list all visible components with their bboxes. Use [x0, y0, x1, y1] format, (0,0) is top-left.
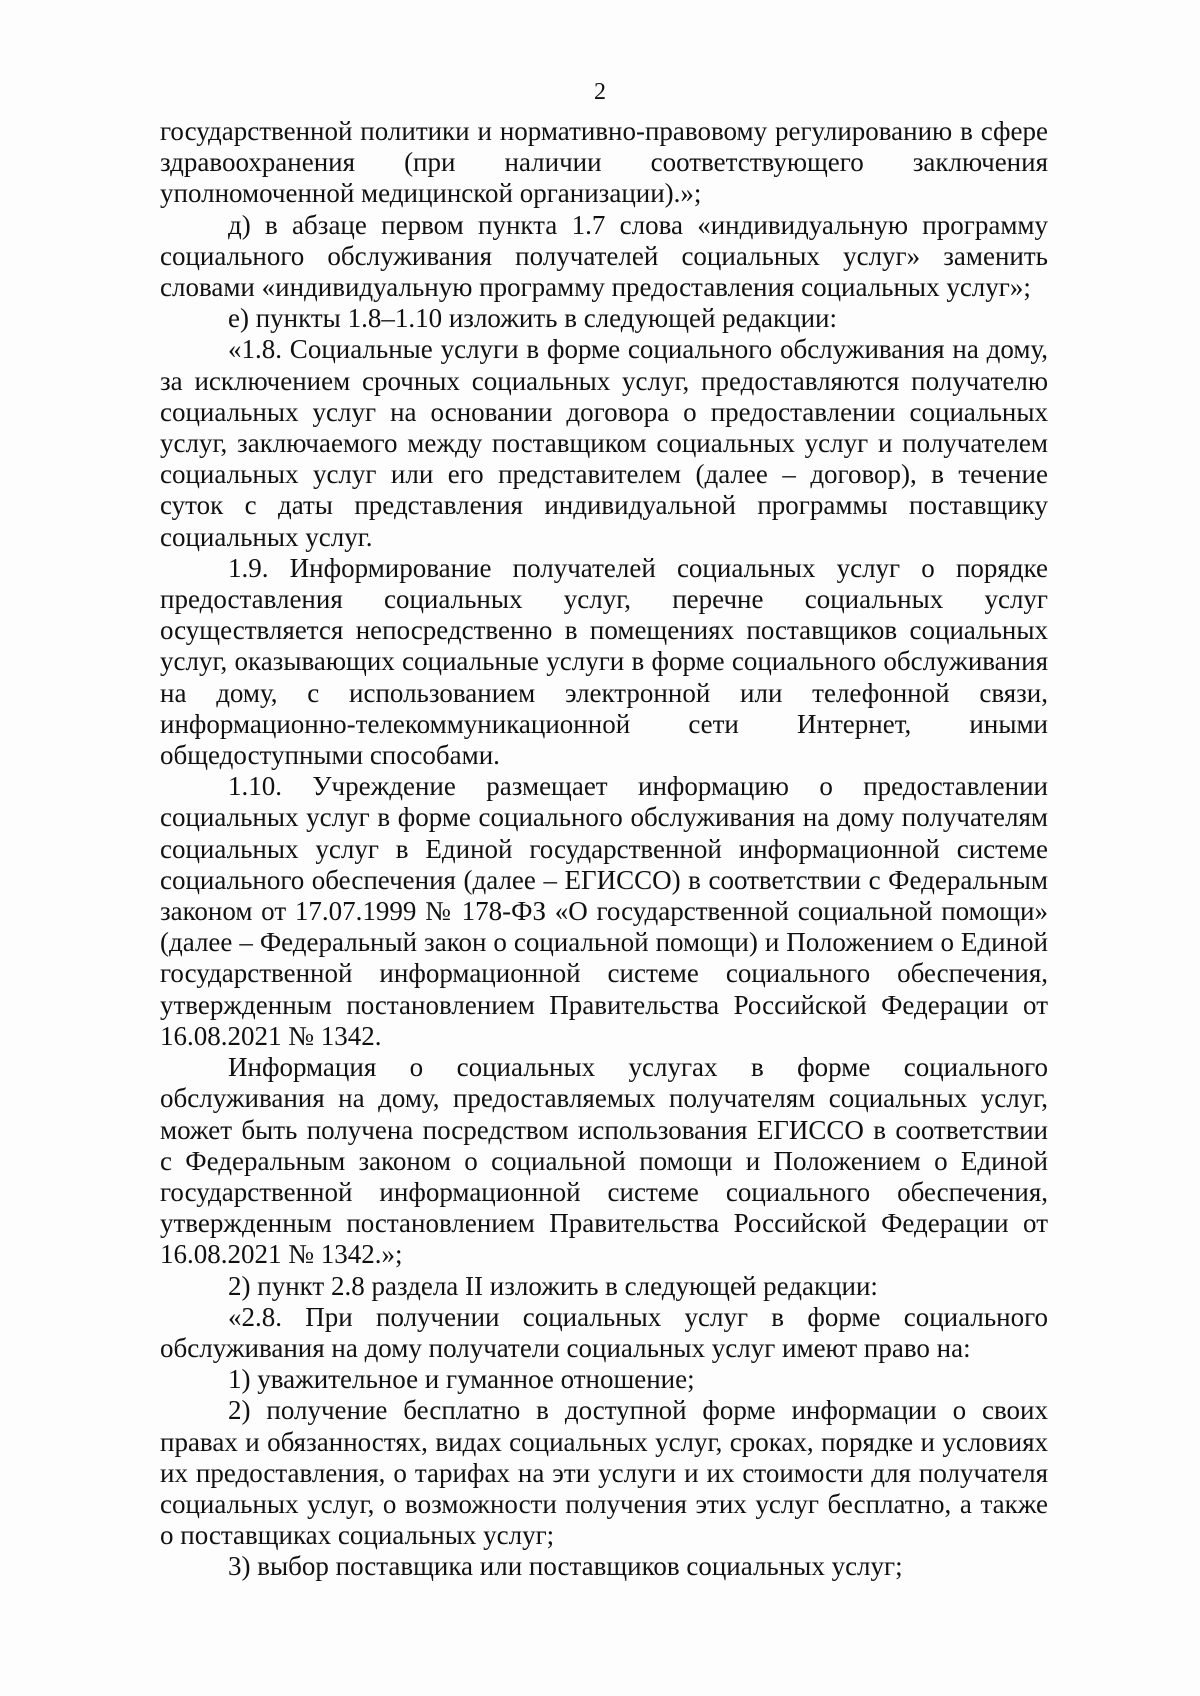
paragraph: «2.8. При получении социальных услуг в форме социального обслуживания на дому получатели социальных услуг имеют право на:: [160, 1301, 1048, 1363]
page-number: 2: [594, 79, 606, 105]
paragraph: 1) уважительное и гуманное отношение;: [228, 1364, 695, 1395]
paragraph: государственной политики и нормативно-правовому регулированию в сфере здравоохранения (при наличии соответствующего заключения уполномоченной медицинской организации).»;: [160, 116, 1048, 209]
paragraph: д) в абзаце первом пункта 1.7 слова «индивидуальную программу социального обслуживания получателей социальных услуг» заменить словами «индивидуальную программу предоставления социальных услуг»;: [160, 209, 1048, 303]
paragraph: «1.8. Социальные услуги в форме социального обслуживания на дому, за исключением срочных социальных услуг, предоставляются получателю социальных услуг на основании договора о предоставлении социальных услуг, заключаемого между поставщиком социальных услуг и получателем социальных услуг или его представителем (далее – договор), в течение суток с даты представления индивидуальной программы поставщику социальных услуг.: [160, 334, 1048, 552]
paragraph: 2) пункт 2.8 раздела II изложить в следующей редакции:: [228, 1270, 878, 1301]
paragraph: Информация о социальных услугах в форме социального обслуживания на дому, предоставляемых получателям социальных услуг, может быть получена посредством использования ЕГИССО в соответствии с Федеральным законом о социальной помощи и Положением о Единой государственной информационной системе социального обеспечения, утвержденным постановлением Правительства Российской Федерации от 16.08.2021 № 1342.»;: [160, 1052, 1048, 1270]
document-body: [160, 116, 1048, 1583]
paragraph: 1.10. Учреждение размещает информацию о предоставлении социальных услуг в форме социального обслуживания на дому получателям социальных услуг в Единой государственной информационной системе социального обеспечения (далее – ЕГИССО) в соответствии с Федеральным законом от 17.07.1999 № 178-ФЗ «О государственной социальной помощи» (далее – Федеральный закон о социальной помощи) и Положением о Единой государственной информационной системе социального обеспечения, утвержденным постановлением Правительства Российской Федерации от 16.08.2021 № 1342.: [160, 771, 1048, 1051]
paragraph: 1.9. Информирование получателей социальных услуг о порядке предоставления социальных услуг, перечне социальных услуг осуществляется непосредственно в помещениях поставщиков социальных услуг, оказывающих социальные услуги в форме социального обслуживания на дому, с использованием электронной или телефонной связи, информационно-телекоммуникационной сети Интернет, иными общедоступными способами.: [160, 552, 1048, 771]
paragraph: 3) выбор поставщика или поставщиков социальных услуг;: [228, 1551, 903, 1582]
paragraph: 2) получение бесплатно в доступной форме информации о своих правах и обязанностях, видах социальных услуг, сроках, порядке и условиях их предоставления, о тарифах на эти услуги и их стоимости для получателя социальных услуг, о возможности получения этих услуг бесплатно, а также о поставщиках социальных услуг;: [160, 1395, 1048, 1551]
paragraph: е) пункты 1.8–1.10 изложить в следующей редакции:: [228, 303, 837, 334]
